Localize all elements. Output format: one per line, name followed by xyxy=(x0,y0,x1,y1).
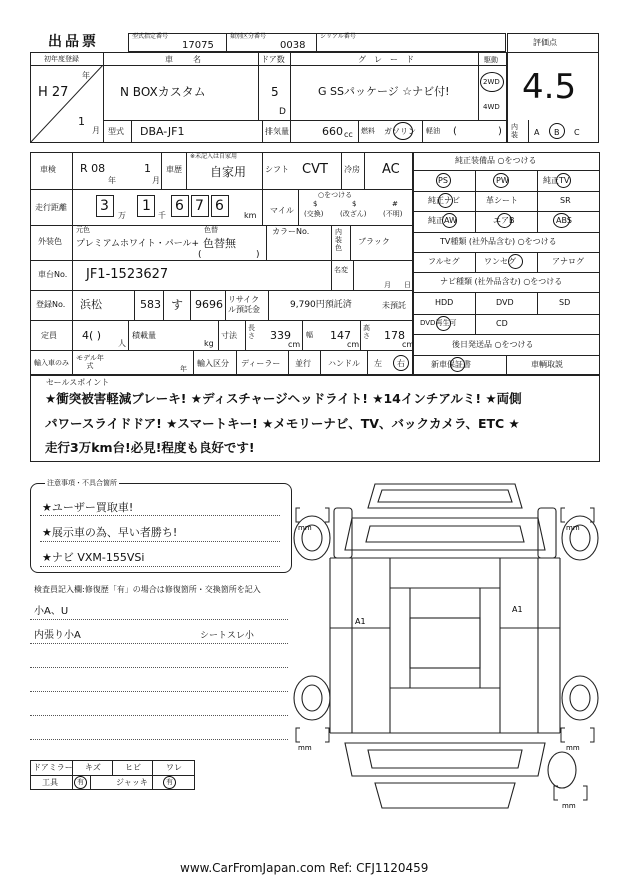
navi-circle xyxy=(438,193,453,208)
pw-circle xyxy=(493,173,509,188)
equip-label: 純正装備品 ○をつける xyxy=(455,156,537,165)
sheet-title: 出品票 xyxy=(48,34,99,50)
score-value: 4.5 xyxy=(522,67,577,107)
length-cm: cm xyxy=(288,340,301,349)
mm-label-fr: mm xyxy=(566,524,580,532)
shaken-label: 車検 xyxy=(40,165,56,174)
door-label: ドア数 xyxy=(261,55,285,64)
equip-ps: PS xyxy=(438,176,448,185)
int-color: ブラック xyxy=(358,237,390,246)
equip-abs: ABS xyxy=(556,216,572,225)
first-reg-label: 初年度登録 xyxy=(44,55,79,63)
shaken-month: 1 xyxy=(144,162,151,175)
model-year-unit: 年 xyxy=(180,365,187,373)
door-type: D xyxy=(279,107,286,117)
handle-right: 右 xyxy=(397,359,405,368)
size-label: 寸法 xyxy=(221,331,237,340)
car-damage-diagram xyxy=(290,478,602,818)
height-label: 高さ xyxy=(363,324,370,340)
load-label: 積載量 xyxy=(132,331,156,340)
first-reg-month: 1 xyxy=(78,115,85,128)
legend-jack: ジャッキ xyxy=(116,778,148,787)
orig-color: プレミアムホワイト・パール+ xyxy=(76,239,200,249)
usage: 自家用 xyxy=(210,165,247,179)
ab-circle xyxy=(497,213,512,228)
grade-label: グレード xyxy=(358,55,422,64)
door-count: 5 xyxy=(271,85,279,99)
reg-class: 583 xyxy=(140,298,161,311)
legend-mirror: ドアミラー xyxy=(33,763,73,772)
reg-number: 9696 xyxy=(195,298,223,311)
abs-circle xyxy=(553,213,570,228)
width: 147 xyxy=(330,329,351,342)
model-num: 17075 xyxy=(182,40,214,51)
m-altered: (改ざん) xyxy=(340,210,367,218)
inspector-label: 検査員記入欄:修復歴「有」の場合は修復箇所・交換箇所を記入 xyxy=(34,585,261,594)
sales-line-2: パワースライドドア! ★スマートキー! ★メモリーナビ、TV、バックカメラ、ETC ★ xyxy=(45,416,520,431)
vin: JF1-1523627 xyxy=(86,267,169,282)
color-no-label: カラーNo. xyxy=(272,227,310,236)
width-label: 幅 xyxy=(306,331,313,339)
sales-line-1: ★衝突被害軽減ブレーキ! ★ディスチャージヘッドライト! ★14インチアルミ! ★両側 xyxy=(45,391,522,406)
import-label: 輸入車のみ xyxy=(34,359,69,367)
legend-tools: 工具 xyxy=(42,778,58,787)
warranty: 新車保証書 xyxy=(431,360,471,369)
fuel-diesel: 軽油 xyxy=(426,127,440,135)
recycle-not: 未預託 xyxy=(382,301,406,310)
height: 178 xyxy=(384,329,405,342)
year-unit: 年 xyxy=(82,71,90,80)
length-label: 長さ xyxy=(248,324,255,340)
month-unit: 月 xyxy=(92,126,100,135)
rename-day: 日 xyxy=(404,281,411,289)
tv-circle xyxy=(556,173,571,188)
mileage-d3: 6 xyxy=(175,198,184,214)
legend-jack-yes: 有 xyxy=(166,778,173,786)
capacity-label: 定員 xyxy=(41,331,57,340)
width-cm: cm xyxy=(347,340,360,349)
ac: AC xyxy=(382,162,400,177)
type-label: 型式 xyxy=(108,127,124,136)
reg-place: 浜松 xyxy=(80,298,102,311)
interior-circle xyxy=(549,123,565,139)
usage-note: ※未記入は自家用 xyxy=(190,153,238,160)
navi-hdd: HDD xyxy=(435,298,454,307)
m-exchanged: (交換) xyxy=(304,210,324,218)
model-year-label: モデル年式 xyxy=(76,354,104,370)
class-num: 0038 xyxy=(280,40,306,51)
class-num-label: 類別区分番号 xyxy=(230,33,267,40)
import-type-label: 輸入区分 xyxy=(197,359,229,368)
oneseg-circle xyxy=(508,254,523,269)
interior-b: B xyxy=(554,128,560,137)
tv-oneseg: ワンセグ xyxy=(484,257,516,266)
equip-tv: 純正TV xyxy=(543,176,570,185)
navi-kind-label: ナビ種類 (社外品含む) ○をつける xyxy=(440,277,563,286)
serial-label: シリアル番号 xyxy=(320,33,356,40)
rename-label: 名変 xyxy=(334,266,348,274)
tv-fullseg: フルセグ xyxy=(428,257,460,266)
equip-navi: 純正ナビ xyxy=(428,196,460,205)
repaint-label: 色替 xyxy=(204,226,218,234)
m-dollar: $ xyxy=(313,200,318,208)
mile-label: マイル xyxy=(270,206,294,215)
shift: CVT xyxy=(302,162,328,177)
length: 339 xyxy=(270,329,291,342)
grade: G SSパッケージ ☆ナビ付! xyxy=(318,85,450,98)
jack-circle xyxy=(163,776,176,789)
navi-dvd-play: DVD再生可 xyxy=(420,319,457,327)
inspector-line-2a: 内張り小A xyxy=(34,630,81,641)
inspector-line-1: 小A、U xyxy=(34,606,69,617)
note-2: ★展示車の為、早い者勝ち! xyxy=(42,526,178,539)
capacity-unit: 人 xyxy=(118,339,126,348)
fuel-gasoline: ガソリン xyxy=(384,127,416,136)
footer-ref: www.CarFromJapan.com Ref: CFJ1120459 xyxy=(180,861,429,875)
dealer: ディーラー xyxy=(241,359,281,368)
legend-hibi: ヒビ xyxy=(125,763,141,772)
damage-a1-right: A1 xyxy=(512,605,523,614)
navi-dvd: DVD xyxy=(496,298,514,307)
sales-label: セールスポイント xyxy=(46,378,110,387)
mm-label-rr: mm xyxy=(566,744,580,752)
legend-ware: ワレ xyxy=(166,763,182,772)
model-num-label: 型式指定番号 xyxy=(132,33,169,40)
mileage-d2: 1 xyxy=(142,198,151,214)
dvd-play-circle xyxy=(436,316,451,331)
drive-label: 駆動 xyxy=(484,56,498,64)
reg-kana: す xyxy=(171,298,184,312)
navi-cd: CD xyxy=(496,319,508,328)
ac-label: 冷房 xyxy=(344,165,360,174)
note-1: ★ユーザー買取車! xyxy=(42,501,134,514)
mileage-d4: 7 xyxy=(195,198,204,214)
reg-label: 登録No. xyxy=(36,300,66,309)
usage-label: 車歴 xyxy=(166,165,182,174)
m-hash: # xyxy=(392,200,398,208)
mileage-d5: 6 xyxy=(215,198,224,214)
mm-label-fl: mm xyxy=(298,524,312,532)
load-unit: kg xyxy=(204,339,214,348)
equip-sr: SR xyxy=(560,196,571,205)
handle-circle xyxy=(393,355,409,371)
repaint: 色替無 xyxy=(203,237,236,250)
handle-left: 左 xyxy=(374,359,382,368)
aw-circle xyxy=(442,213,457,228)
mileage-label: 走行距離 xyxy=(35,203,67,212)
drive-4wd: 4WD xyxy=(483,103,500,111)
note-3: ★ナビ VXM-155VSi xyxy=(42,551,145,564)
drive-2wd: 2WD xyxy=(483,78,500,86)
vin-label: 車台No. xyxy=(38,270,68,279)
mileage-km: km xyxy=(244,211,257,220)
shift-label: シフト xyxy=(265,165,289,174)
legend-tools-yes: 有 xyxy=(77,778,84,786)
equip-airbag: エアB xyxy=(493,216,515,225)
mileage-man: 万 xyxy=(118,211,126,220)
tools-circle xyxy=(74,776,87,789)
fuel-label: 燃料 xyxy=(361,127,375,135)
navi-sd: SD xyxy=(559,298,571,307)
sales-line-3: 走行3万km台!必見!程度も良好です! xyxy=(45,440,255,455)
fuel-circle xyxy=(393,122,413,140)
tv-analog: アナログ xyxy=(552,257,584,266)
car-name-label: 車名 xyxy=(165,55,221,64)
mileage-sen: 千 xyxy=(158,211,166,220)
ps-circle xyxy=(436,173,451,188)
inspector-line-2b: シートスレ小 xyxy=(200,631,254,641)
recycle: 9,790円預託済 xyxy=(290,300,352,310)
m-unknown: (不明) xyxy=(383,210,403,218)
equip-aw: 純正AW xyxy=(428,216,457,225)
disp-unit: cc xyxy=(344,130,353,139)
handle-label: ハンドル xyxy=(328,359,360,368)
m-dollar-2: $ xyxy=(352,200,357,208)
int-color-label: 内装色 xyxy=(335,228,342,252)
manual: 車輌取説 xyxy=(531,360,563,369)
mileage-d1: 3 xyxy=(100,198,109,214)
model-type: DBA-JF1 xyxy=(140,125,185,138)
equip-leather: 革シート xyxy=(486,196,518,205)
later-label: 後日発送品 ○をつける xyxy=(452,340,534,349)
mm-label-rl: mm xyxy=(298,744,312,752)
capacity: 4( ) xyxy=(82,329,102,342)
color-label: 外装色 xyxy=(38,237,62,246)
car-name: N BOXカスタム xyxy=(120,85,206,99)
disp-label: 排気量 xyxy=(265,127,289,136)
equip-pw: PW xyxy=(496,176,509,185)
legend-kizu: キズ xyxy=(85,763,101,772)
first-reg-era: H 27 xyxy=(38,85,69,100)
shaken-year: R 08 xyxy=(80,162,106,175)
damage-a1-left: A1 xyxy=(355,617,366,626)
interior-c: C xyxy=(574,128,580,137)
notes-label: 注意事項・不具合箇所 xyxy=(47,479,117,487)
score-label: 評価点 xyxy=(533,38,557,47)
shaken-year-unit: 年 xyxy=(108,176,116,185)
tv-kind-label: TV種類 (社外品含む) ○をつける xyxy=(440,237,557,246)
displacement: 660 xyxy=(322,125,343,138)
mm-label-spare: mm xyxy=(562,802,576,810)
height-cm: cm xyxy=(402,340,415,349)
circle-note: ○をつける xyxy=(318,191,353,199)
interior-a: A xyxy=(534,128,540,137)
orig-color-label: 元色 xyxy=(76,226,90,234)
shaken-month-unit: 月 xyxy=(152,176,160,185)
interior-label: 内装 xyxy=(511,123,518,139)
parallel: 並行 xyxy=(295,359,311,368)
drive-circle xyxy=(480,72,504,92)
rename-month: 月 xyxy=(384,281,391,289)
warranty-circle xyxy=(450,357,465,372)
recycle-label: リサイクル預託金 xyxy=(228,295,260,314)
